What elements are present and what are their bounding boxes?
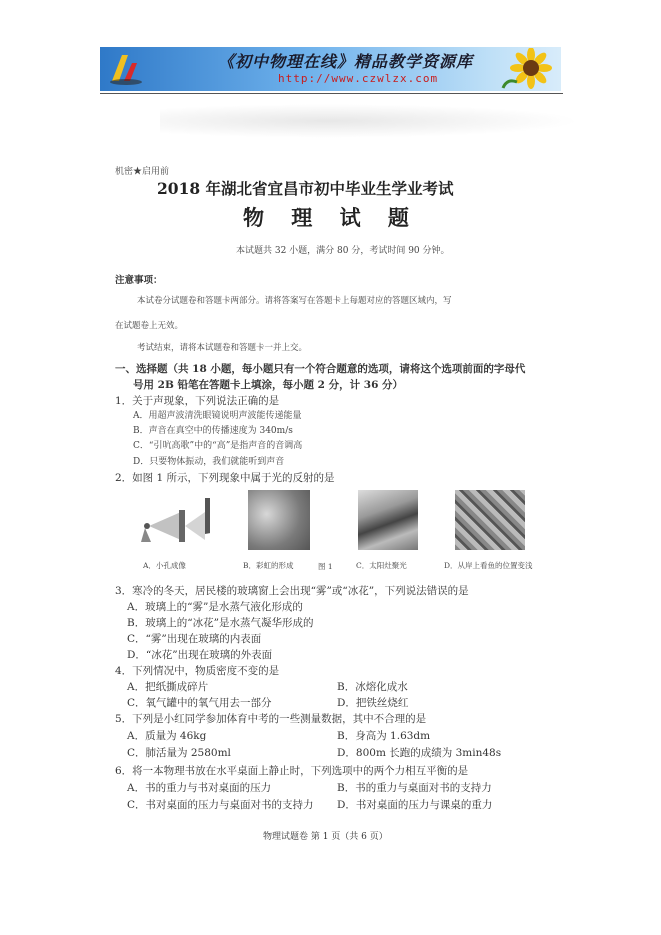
fig-caption-a: A．小孔成像 (143, 561, 186, 570)
section-1-heading-b: 号用 2B 铅笔在答题卡上填涂，每小题 2 分，计 36 分） (133, 379, 404, 391)
q6-stem: 6．将一本物理书放在水平桌面上静止时，下列选项中的两个力相互平衡的是 (115, 765, 469, 777)
note-2: 考试结束，请将本试题卷和答题卡一并上交。 (137, 343, 308, 353)
site-logo-icon (106, 51, 146, 87)
q1-option-c: C．“引吭高歌”中的“高”是指声音的音调高 (133, 441, 303, 451)
q3-option-d: D．“冰花”出现在玻璃的外表面 (127, 649, 273, 661)
q1-option-b: B．声音在真空中的传播速度为 340m/s (133, 426, 293, 436)
fig-1-label: 图 1 (318, 562, 333, 571)
banner-title: 《初中物理在线》精品教学资源库 (218, 52, 474, 71)
q2-stem: 2．如图 1 所示，下列现象中属于光的反射的是 (115, 472, 335, 484)
exam-page (103, 150, 553, 850)
q5-option-b: B．身高为 1.63dm (337, 730, 431, 742)
q3-stem: 3．寒冷的冬天，居民楼的玻璃窗上会出现“雾”或“冰花”，下列说法错误的是 (115, 585, 469, 597)
q4-option-d: D．把铁丝烧红 (337, 697, 409, 709)
fig-caption-b: B．彩虹的形成 (243, 561, 294, 570)
rainbow-photo (248, 490, 310, 550)
q1-stem: 1．关于声现象，下列说法正确的是 (115, 395, 280, 407)
header-rule (100, 93, 563, 94)
q5-option-d: D．800m 长跑的成绩为 3min48s (337, 747, 502, 759)
q5-stem: 5．下列是小红同学参加体育中考的一些测量数据，其中不合理的是 (115, 713, 427, 725)
exam-summary: 本试题共 32 小题，满分 80 分，考试时间 90 分钟。 (236, 246, 450, 256)
page-footer: 物理试题卷 第 1 页（共 6 页） (263, 832, 388, 842)
q1-option-d: D．只要物体振动，我们就能听到声音 (133, 457, 285, 467)
notes-heading: 注意事项： (115, 275, 163, 286)
q4-stem: 4．下列情况中，物质密度不变的是 (115, 665, 280, 677)
q3-option-b: B．玻璃上的“冰花”是水蒸气凝华形成的 (127, 617, 314, 629)
q1-option-a: A．用超声波清洗眼镜说明声波能传递能量 (133, 411, 302, 421)
q4-option-b: B．冰熔化成水 (337, 681, 408, 693)
q4-option-a: A．把纸撕成碎片 (127, 681, 209, 693)
secret-label: 机密★启用前 (115, 167, 170, 177)
note-1a: 本试卷分试题卷和答题卡两部分。请将答案写在答题卡上每题对应的答题区域内，写 (137, 296, 452, 306)
solar-cooker-photo (358, 490, 418, 550)
q3-option-a: A．玻璃上的“雾”是水蒸气液化形成的 (127, 601, 303, 613)
fish-in-water-photo (455, 490, 525, 550)
q6-option-b: B．书的重力与桌面对书的支持力 (337, 782, 492, 794)
fig-caption-c: C．太阳灶聚光 (356, 561, 407, 570)
banner-url: http://www.czwlzx.com (278, 72, 439, 85)
q6-option-d: D．书对桌面的压力与课桌的重力 (337, 799, 493, 811)
q3-option-c: C．“雾”出现在玻璃的内表面 (127, 633, 262, 645)
q6-option-a: A．书的重力与书对桌面的压力 (127, 782, 272, 794)
header-banner (100, 47, 561, 91)
q5-option-c: C．肺活量为 2580ml (127, 747, 231, 759)
section-1-heading-a: 一、选择题（共 18 小题，每小题只有一个符合题意的选项，请将这个选项前面的字母代 (115, 363, 526, 375)
scan-smudge (160, 104, 580, 138)
q4-option-c: C．氧气罐中的氧气用去一部分 (127, 697, 272, 709)
subject-title: 物 理 试 题 (243, 205, 419, 230)
q5-option-a: A．质量为 46kg (127, 730, 207, 742)
fig-caption-d: D．从岸上看鱼的位置变浅 (444, 561, 533, 570)
note-1b: 在试题卷上无效。 (115, 321, 184, 331)
sunflower-icon (497, 48, 557, 90)
exam-title: 2018 年湖北省宜昌市初中毕业生学业考试 (157, 179, 454, 198)
q6-option-c: C．书对桌面的压力与桌面对书的支持力 (127, 799, 314, 811)
pinhole-camera-figure (137, 498, 217, 548)
